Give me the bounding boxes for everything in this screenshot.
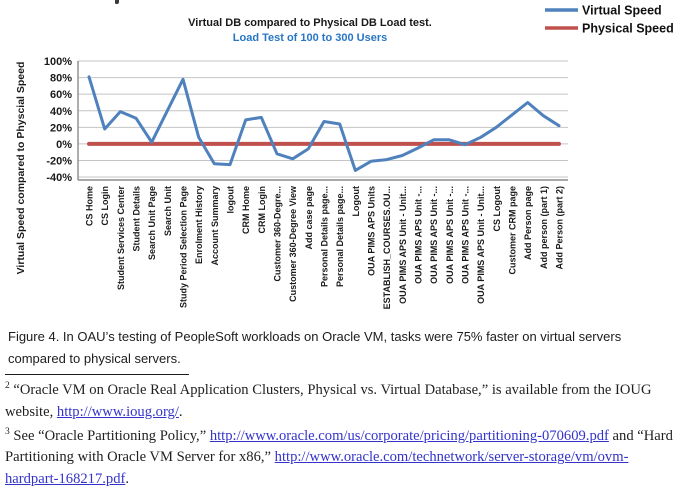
x-axis-label: OUA PIMS APS Unit -... (413, 186, 424, 284)
x-axis-label: Enrolment History (194, 186, 205, 265)
footnote-link[interactable]: http://www.oracle.com/us/corporate/pricing/partitioning-070609.pdf (209, 427, 609, 444)
x-axis-label: OUA PIMS APS Unit - Unit... (476, 185, 487, 304)
x-axis-label: Add Person page (523, 186, 534, 261)
y-axis-tick-label: -20% (46, 155, 72, 168)
footnote-text: See “Oracle Partitioning Policy,” (9, 427, 210, 444)
x-axis-label: Account Summary (209, 185, 220, 266)
y-axis-tick-label: 60% (49, 89, 72, 102)
footnote-text: and “Hard Partitioning with Oracle VM Server for x86,” (5, 427, 673, 466)
x-axis-label: Student Details (131, 186, 142, 252)
x-axis-label: Add Person (part 2) (554, 186, 565, 270)
y-axis-title: Virtual Speed compared to Physcial Speed (15, 61, 27, 275)
footnote-link[interactable]: http://www.ioug.org/ (56, 403, 179, 420)
x-axis-label: Search Unit Page (147, 186, 158, 261)
x-axis-label: logout (225, 186, 236, 214)
footnote (5, 426, 676, 491)
y-axis-tick-label: 40% (49, 105, 72, 118)
footnote-marker: 2 (5, 381, 10, 392)
x-axis-label: OUA PIMS APS Units (366, 186, 377, 276)
x-axis-label: Add person (part 1) (538, 186, 549, 270)
x-axis-label: Personal Details page... (335, 186, 346, 288)
footnote (5, 380, 676, 424)
x-axis-label: CS Home (84, 186, 95, 227)
x-axis-label: Study Period Selection Page (178, 186, 189, 309)
x-axis-label: Student Services Center (115, 186, 126, 291)
x-axis-label: Customer 360-Degree View (288, 186, 299, 302)
x-axis-label: OUA PIMS APS Unit -... (429, 185, 440, 284)
y-axis-tick-label: 80% (49, 72, 72, 85)
footnotes (5, 380, 676, 493)
x-axis-label: Search Unit (162, 186, 173, 237)
footnote-text: . (178, 403, 183, 420)
footnote-marker: 3 (5, 426, 10, 437)
footnote-text: . (125, 471, 130, 488)
virtual-speed-line (89, 77, 559, 171)
legend-label: Physical Speed (582, 21, 674, 36)
y-axis-tick-label: 0% (56, 138, 72, 151)
x-axis-label: Personal Details page... (319, 186, 330, 288)
x-axis-label: Add case page (303, 186, 314, 250)
y-axis-tick-label: 100% (43, 56, 72, 69)
x-axis-label: Logout (350, 186, 361, 217)
x-axis-label: OUA PIMS APS Unit - Unit... (397, 186, 408, 304)
x-axis-label: CRM Login (256, 186, 267, 234)
figure-caption: Figure 4. In OAU’s testing of PeopleSoft workloads on Oracle VM, tasks were 75% faster on virtual servers compared to physical servers. (8, 329, 622, 366)
footnote-text: “Oracle VM on Oracle Real Application Clusters, Physical vs. Virtual Database,” is available from the IOUG website, (5, 382, 652, 420)
y-axis-tick-label: 20% (49, 122, 72, 135)
y-axis-tick-label: -40% (46, 172, 72, 185)
footnote-separator (5, 374, 189, 375)
x-axis-label: CS Login (100, 186, 111, 226)
chart-title: Virtual DB compared to Physical DB Load test. (188, 17, 432, 29)
legend-label: Virtual Speed (582, 3, 662, 18)
chart-subtitle: Load Test of 100 to 300 Users (232, 32, 388, 44)
x-axis-label: OUA PIMS APS Unit -... (444, 186, 455, 284)
x-axis-label: Customer CRM page (507, 186, 518, 275)
x-axis-label: ESTABLISH_COURSES.OU... (382, 185, 393, 310)
x-axis-label: Customer 360-Degre... (272, 186, 283, 282)
footnote-link[interactable]: http://www.oracle.com/technetwork/server-storage/vm/ovm-hardpart-168217.pdf (5, 449, 629, 488)
x-axis-label: OUA PIMS APS Unit -... (460, 186, 471, 284)
x-axis-label: CRM Home (241, 186, 252, 235)
x-axis-label: CS Logout (491, 186, 502, 232)
